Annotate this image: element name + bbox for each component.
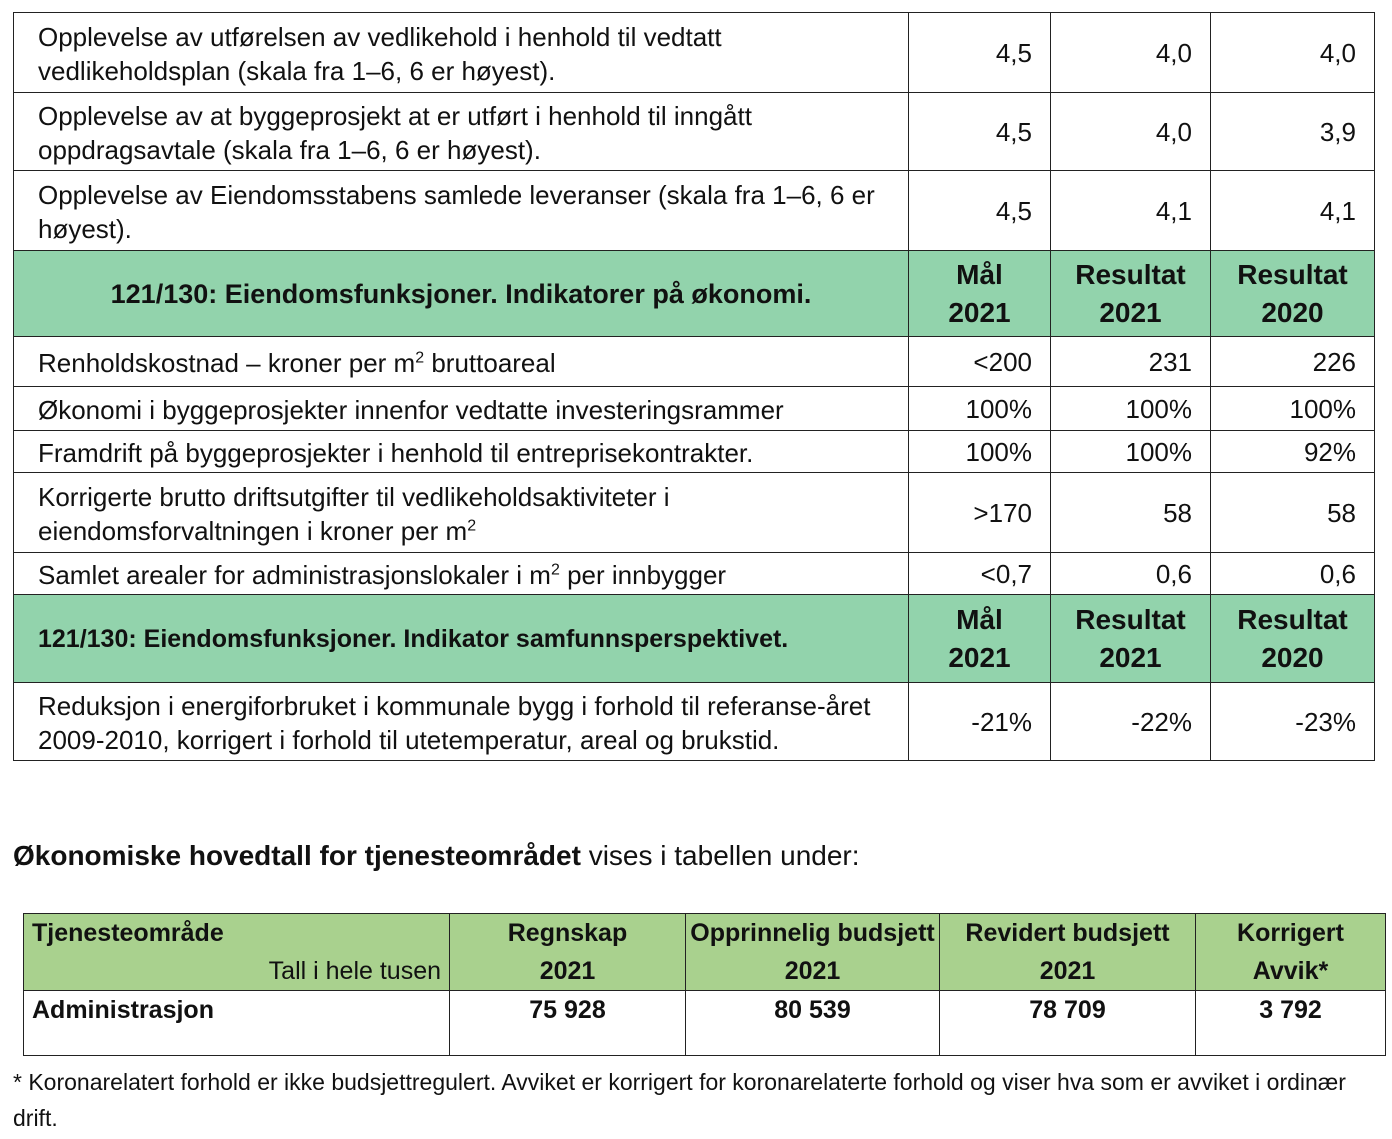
result-2021-value: 231 — [1051, 337, 1211, 387]
header-unit-note: Tall i hele tusen — [268, 957, 441, 985]
target-value: 100% — [909, 387, 1051, 431]
indicator-label: Opplevelse av Eiendomsstabens samlede leveranser (skala fra 1–6, 6 er høyest). — [14, 171, 909, 251]
result-2021-value: -22% — [1051, 683, 1211, 761]
result-2020-value: 4,1 — [1211, 171, 1375, 251]
indicator-label: Samlet arealer for administrasjonslokaler i $m^2$ per innbygger — [14, 553, 909, 595]
table-row — [14, 171, 1375, 251]
result-2020-value: 92% — [1211, 431, 1375, 473]
section-header-economy — [14, 251, 1375, 337]
result-2021-value: 58 — [1051, 473, 1211, 553]
revised-budget-value: 78 709 — [940, 991, 1196, 1056]
header-original-budget: Opprinnelig budsjett 2021 — [686, 914, 940, 991]
finance-table — [23, 913, 1386, 1056]
table-row — [14, 473, 1375, 553]
section-subheading — [13, 840, 860, 872]
result-2021-value: 4,0 — [1051, 93, 1211, 171]
result-2020-value: 3,9 — [1211, 93, 1375, 171]
result-2020-value: -23% — [1211, 683, 1375, 761]
target-value: <200 — [909, 337, 1051, 387]
section-title: 121/130: Eiendomsfunksjoner. Indikatorer på økonomi. — [14, 251, 909, 337]
section-header-society — [14, 595, 1375, 683]
result-2021-value: 4,1 — [1051, 171, 1211, 251]
target-value: -21% — [909, 683, 1051, 761]
indicator-label: Reduksjon i energiforbruket i kommunale bygg i forhold til referanse-året 2009-2010, korrigert i forhold til utetemperatur, areal og brukstid. — [14, 683, 909, 761]
header-target: Mål 2021 — [909, 251, 1051, 337]
subheading-bold: Økonomiske hovedtall for tjenesteområdet — [13, 840, 581, 871]
table-row — [14, 13, 1375, 93]
table-row — [14, 553, 1375, 595]
service-area-name: Administrasjon — [24, 991, 450, 1056]
result-2021-value: 4,0 — [1051, 13, 1211, 93]
header-revised-budget: Revidert budsjett 2021 — [940, 914, 1196, 991]
header-accounts: Regnskap 2021 — [450, 914, 686, 991]
deviation-value: 3 792 — [1196, 991, 1386, 1056]
header-service-area: Tjenesteområde Tall i hele tusen — [24, 914, 450, 991]
table-row — [14, 683, 1375, 761]
target-value: 4,5 — [909, 93, 1051, 171]
table-row — [24, 991, 1386, 1056]
header-corrected-deviation: Korrigert Avvik* — [1196, 914, 1386, 991]
indicator-label: Renholdskostnad – kroner per $m^2$ bruttoareal — [14, 337, 909, 387]
finance-header-row — [24, 914, 1386, 991]
target-value: 4,5 — [909, 13, 1051, 93]
table-row — [14, 387, 1375, 431]
target-value: 100% — [909, 431, 1051, 473]
indicator-label: Framdrift på byggeprosjekter i henhold til entreprisekontrakter. — [14, 431, 909, 473]
table-row — [14, 93, 1375, 171]
original-budget-value: 80 539 — [686, 991, 940, 1056]
result-2021-value: 100% — [1051, 387, 1211, 431]
table-row — [14, 337, 1375, 387]
indicator-label: Opplevelse av utførelsen av vedlikehold i henhold til vedtatt vedlikeholdsplan (skala fra 1–6, 6 er høyest). — [14, 13, 909, 93]
target-value: <0,7 — [909, 553, 1051, 595]
subheading-normal: vises i tabellen under: — [580, 840, 860, 871]
result-2020-value: 58 — [1211, 473, 1375, 553]
header-result-2021: Resultat 2021 — [1051, 595, 1211, 683]
accounts-value: 75 928 — [450, 991, 686, 1056]
header-result-2021: Resultat 2021 — [1051, 251, 1211, 337]
header-result-2020: Resultat 2020 — [1211, 595, 1375, 683]
footnote: * Koronarelatert forhold er ikke budsjettregulert. Avviket er korrigert for koronarelaterte forhold og viser hva som er avviket i ordinær drift. — [13, 1069, 1346, 1131]
indicator-label: Økonomi i byggeprosjekter innenfor vedtatte investeringsrammer — [14, 387, 909, 431]
table-row — [14, 431, 1375, 473]
result-2020-value: 0,6 — [1211, 553, 1375, 595]
target-value: >170 — [909, 473, 1051, 553]
result-2020-value: 226 — [1211, 337, 1375, 387]
result-2020-value: 100% — [1211, 387, 1375, 431]
indicators-table — [13, 12, 1375, 761]
result-2021-value: 100% — [1051, 431, 1211, 473]
result-2021-value: 0,6 — [1051, 553, 1211, 595]
header-target: Mål 2021 — [909, 595, 1051, 683]
indicator-label: Korrigerte brutto driftsutgifter til vedlikeholdsaktiviteter i eiendomsforvaltningen i kroner per $m^2$ — [14, 473, 909, 553]
indicator-label: Opplevelse av at byggeprosjekt at er utført i henhold til inngått oppdragsavtale (skala fra 1–6, 6 er høyest). — [14, 93, 909, 171]
header-result-2020: Resultat 2020 — [1211, 251, 1375, 337]
section-title: 121/130: Eiendomsfunksjoner. Indikator samfunnsperspektivet. — [14, 595, 909, 683]
target-value: 4,5 — [909, 171, 1051, 251]
result-2020-value: 4,0 — [1211, 13, 1375, 93]
